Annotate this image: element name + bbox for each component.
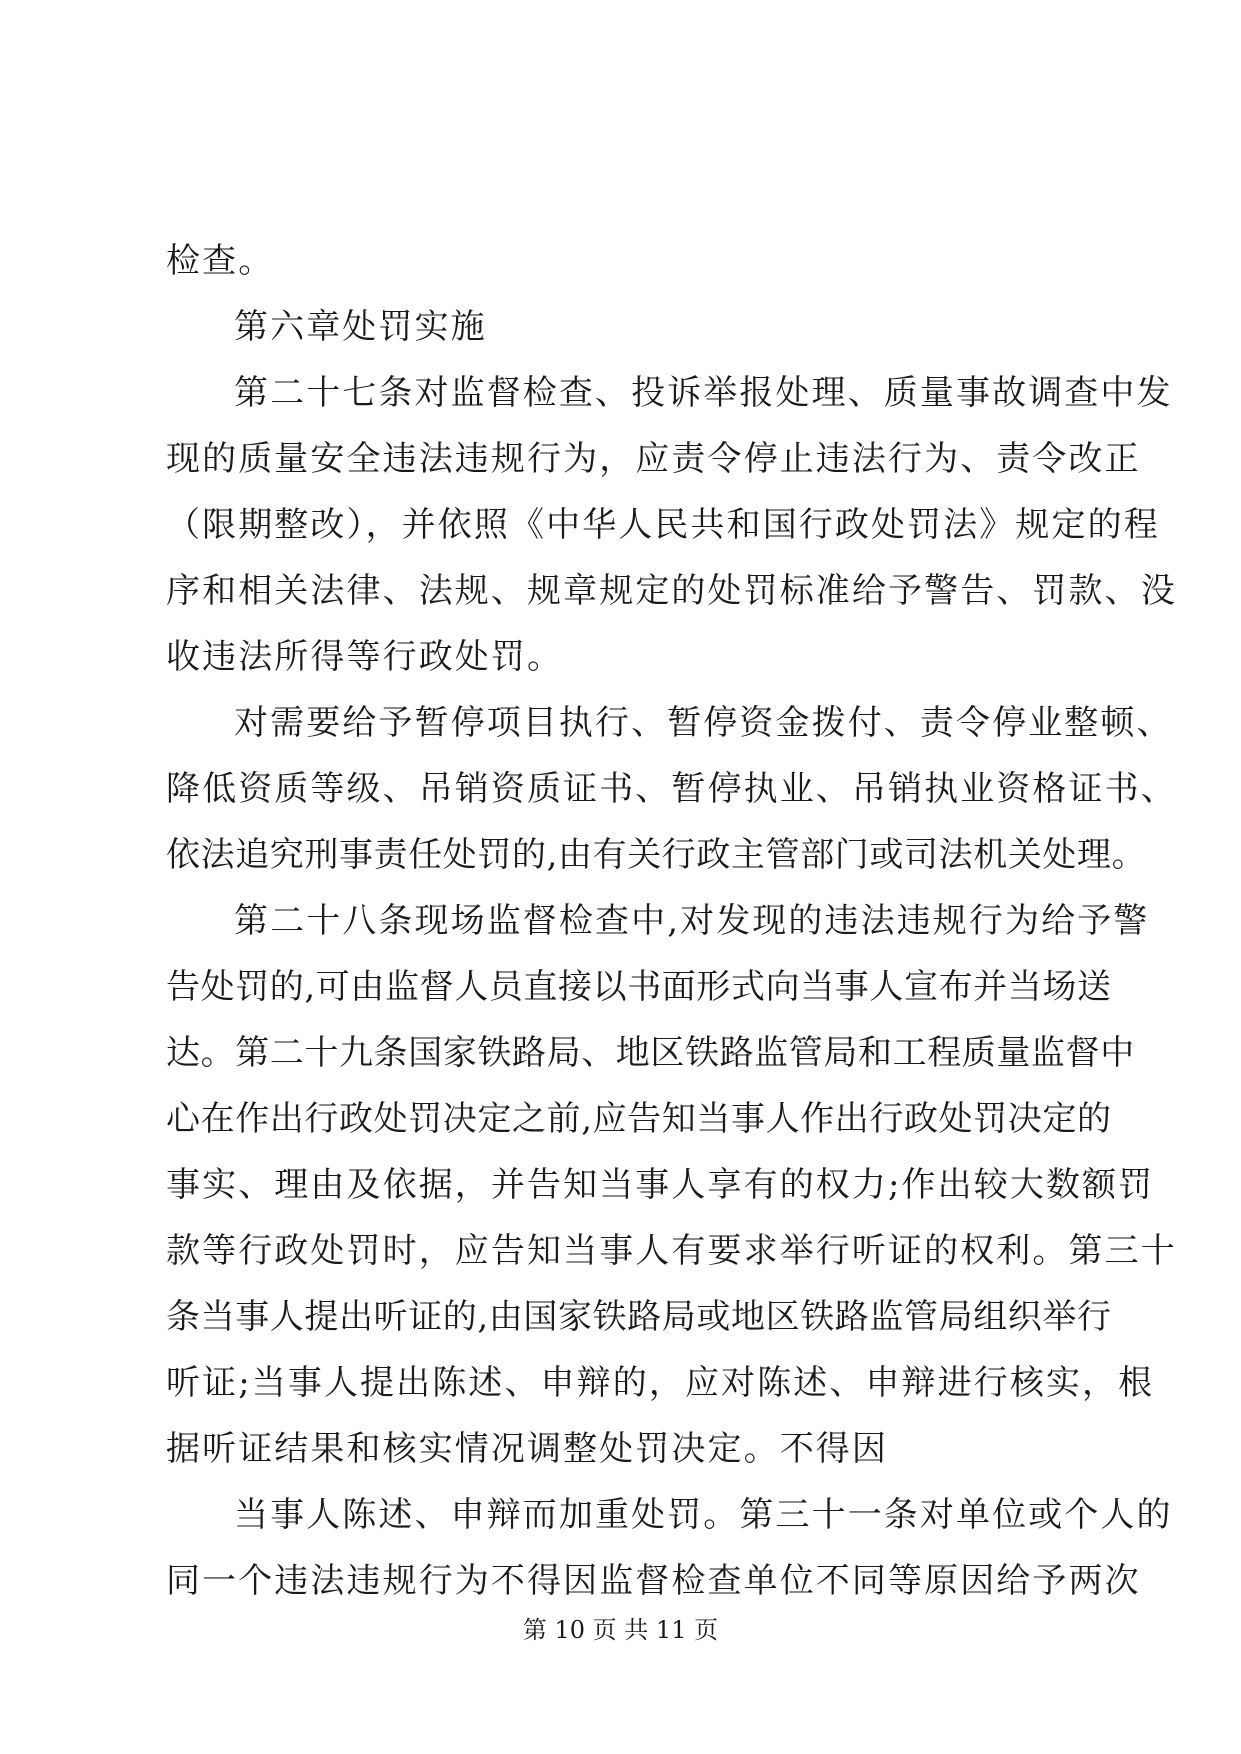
text-line: 对需要给予暂停项目执行、暂停资金拨付、责令停业整顿、 [234, 703, 1173, 743]
text-line: 同一个违法违规行为不得因监督检查单位不同等原因给予两次 [166, 1561, 1141, 1601]
text-line: 达。第二十九条国家铁路局、地区铁路监管局和工程质量监督中 [166, 1033, 1135, 1073]
text-line: 第二十七条对监督检查、投诉举报处理、质量事故调查中发 [234, 373, 1173, 413]
page-number-footer: 第 10 页 共 11 页 [522, 1616, 719, 1644]
text-line: 条当事人提出听证的,由国家铁路局或地区铁路监管局组织举行 [166, 1297, 1112, 1337]
chapter-heading: 第六章处罚实施 [234, 307, 487, 347]
text-line: 现的质量安全违法违规行为，应责令停止违法行为、责令改正 [166, 439, 1141, 479]
text-line: （限期整改），并依照《中华人民共和国行政处罚法》规定的程 [166, 505, 1160, 545]
text-line: 告处罚的,可由监督人员直接以书面形式向当事人宣布并当场送 [166, 967, 1112, 1007]
text-line: 听证;当事人提出陈述、申辩的，应对陈述、申辩进行核实，根 [166, 1363, 1155, 1403]
text-line: 心在作出行政处罚决定之前,应告知当事人作出行政处罚决定的 [166, 1099, 1112, 1139]
text-line: 事实、理由及依据，并告知当事人享有的权力;作出较大数额罚 [166, 1165, 1155, 1205]
text-line: 降低资质等级、吊销资质证书、暂停执业、吊销执业资格证书、 [166, 769, 1177, 809]
text-line: 收违法所得等行政处罚。 [166, 637, 564, 677]
text-line: 据听证结果和核实情况调整处罚决定。不得因 [166, 1429, 888, 1469]
text-line: 检查。 [166, 241, 275, 281]
document-body [166, 228, 1177, 1614]
text-line: 序和相关法律、法规、规章规定的处罚标准给予警告、罚款、没 [166, 571, 1177, 611]
text-line: 依法追究刑事责任处罚的,由有关行政主管部门或司法机关处理。 [166, 835, 1147, 875]
text-line: 款等行政处罚时，应告知当事人有要求举行听证的权利。第三十 [166, 1231, 1177, 1271]
text-line: 当事人陈述、申辩而加重处罚。第三十一条对单位或个人的 [234, 1495, 1173, 1535]
text-line: 第二十八条现场监督检查中,对发现的违法违规行为给予警 [234, 901, 1150, 941]
